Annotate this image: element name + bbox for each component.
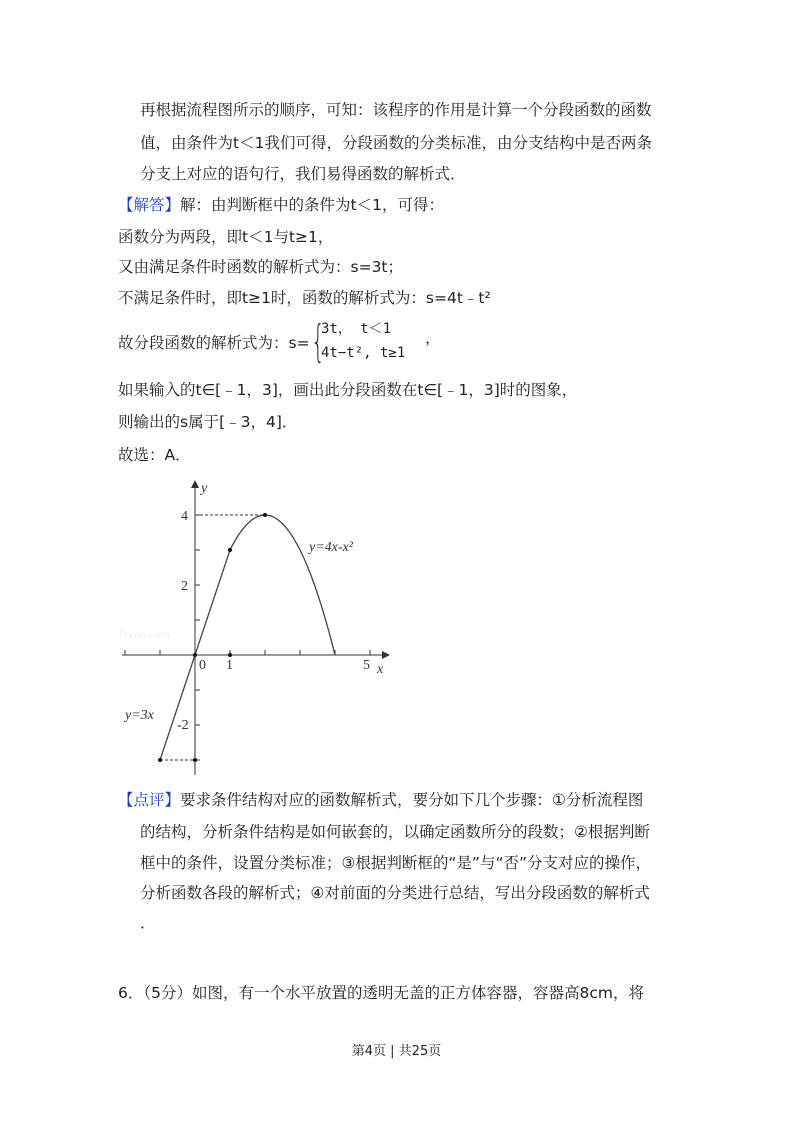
answer-line: 不满足条件时，即t≥1时，函数的解析式为：s=4t﹣t²: [118, 289, 491, 307]
comment-line: [118, 790, 643, 810]
x-tick-label: 0: [199, 658, 206, 673]
data-point: [193, 758, 197, 762]
answer-tag: 【解答】: [118, 196, 181, 214]
brace-symbol: {: [311, 316, 325, 367]
watermark: Jyeoo.com: [118, 627, 170, 641]
y-tick-label: -2: [177, 718, 189, 733]
analysis-line: 值，由条件为t＜1我们可得，分段函数的分类标准，由分支结构中是否两条: [140, 134, 652, 152]
comment-tag: 【点评】: [118, 791, 181, 809]
series-parabola: [230, 515, 335, 655]
piecewise-prefix: 故分段函数的解析式为：s=: [118, 334, 310, 352]
analysis-line: 再根据流程图所示的顺序，可知：该程序的作用是计算一个分段函数的函数: [140, 101, 652, 119]
x-tick-label: 5: [363, 658, 370, 673]
answer-line: 又由满足条件时函数的解析式为：s=3t；: [118, 258, 404, 276]
piecewise-suffix: ，: [425, 329, 441, 347]
comment-line: 的结构，分析条件结构是如何嵌套的，以确定函数所分的段数；②根据判断: [140, 823, 650, 841]
comment-text: 要求条件结构对应的函数解析式，要分如下几个步骤：①分析流程图: [180, 791, 644, 809]
data-point: [158, 758, 162, 762]
y-axis-label: y: [201, 481, 208, 496]
data-point: [263, 513, 267, 517]
answer-line: 如果输入的t∈[﹣1，3]，画出此分段函数在t∈[﹣1，3]时的图象，: [118, 381, 578, 399]
comment-line: ．: [140, 914, 156, 932]
y-tick-label: 2: [181, 579, 188, 594]
answer-line: 则输出的s属于[﹣3，4]．: [118, 413, 298, 431]
series-label-parabola: y=4x-x²: [309, 540, 353, 555]
answer-text: 解：由判断框中的条件为t＜1，可得：: [180, 196, 444, 214]
y-tick-label: 4: [181, 509, 188, 524]
piecewise-case-1: 3t， t＜1: [321, 321, 392, 337]
piecewise-case-2: 4t−t², t≥1: [321, 345, 406, 361]
answer-line: 故选：A．: [118, 446, 191, 464]
x-tick-label: 1: [226, 658, 233, 673]
data-point: [228, 548, 232, 552]
analysis-line: 分支上对应的语句行，我们易得函数的解析式．: [140, 165, 466, 183]
x-axis-label: x: [377, 662, 384, 677]
data-point: [193, 653, 197, 657]
page-footer: 第4页 | 共25页: [351, 1044, 442, 1059]
comment-line: 分析函数各段的解析式；④对前面的分类进行总结，写出分段函数的解析式: [140, 884, 650, 902]
series-label-line: y=3x: [125, 708, 154, 723]
comment-line: 框中的条件，设置分类标准；③根据判断框的“是”与“否”分支对应的操作，: [140, 854, 652, 872]
answer-line: 函数分为两段，即t＜1与t≥1，: [118, 228, 334, 246]
question-6: 6．（5分）如图，有一个水平放置的透明无盖的正方体容器，容器高8cm，将: [118, 984, 644, 1002]
data-point: [228, 653, 232, 657]
